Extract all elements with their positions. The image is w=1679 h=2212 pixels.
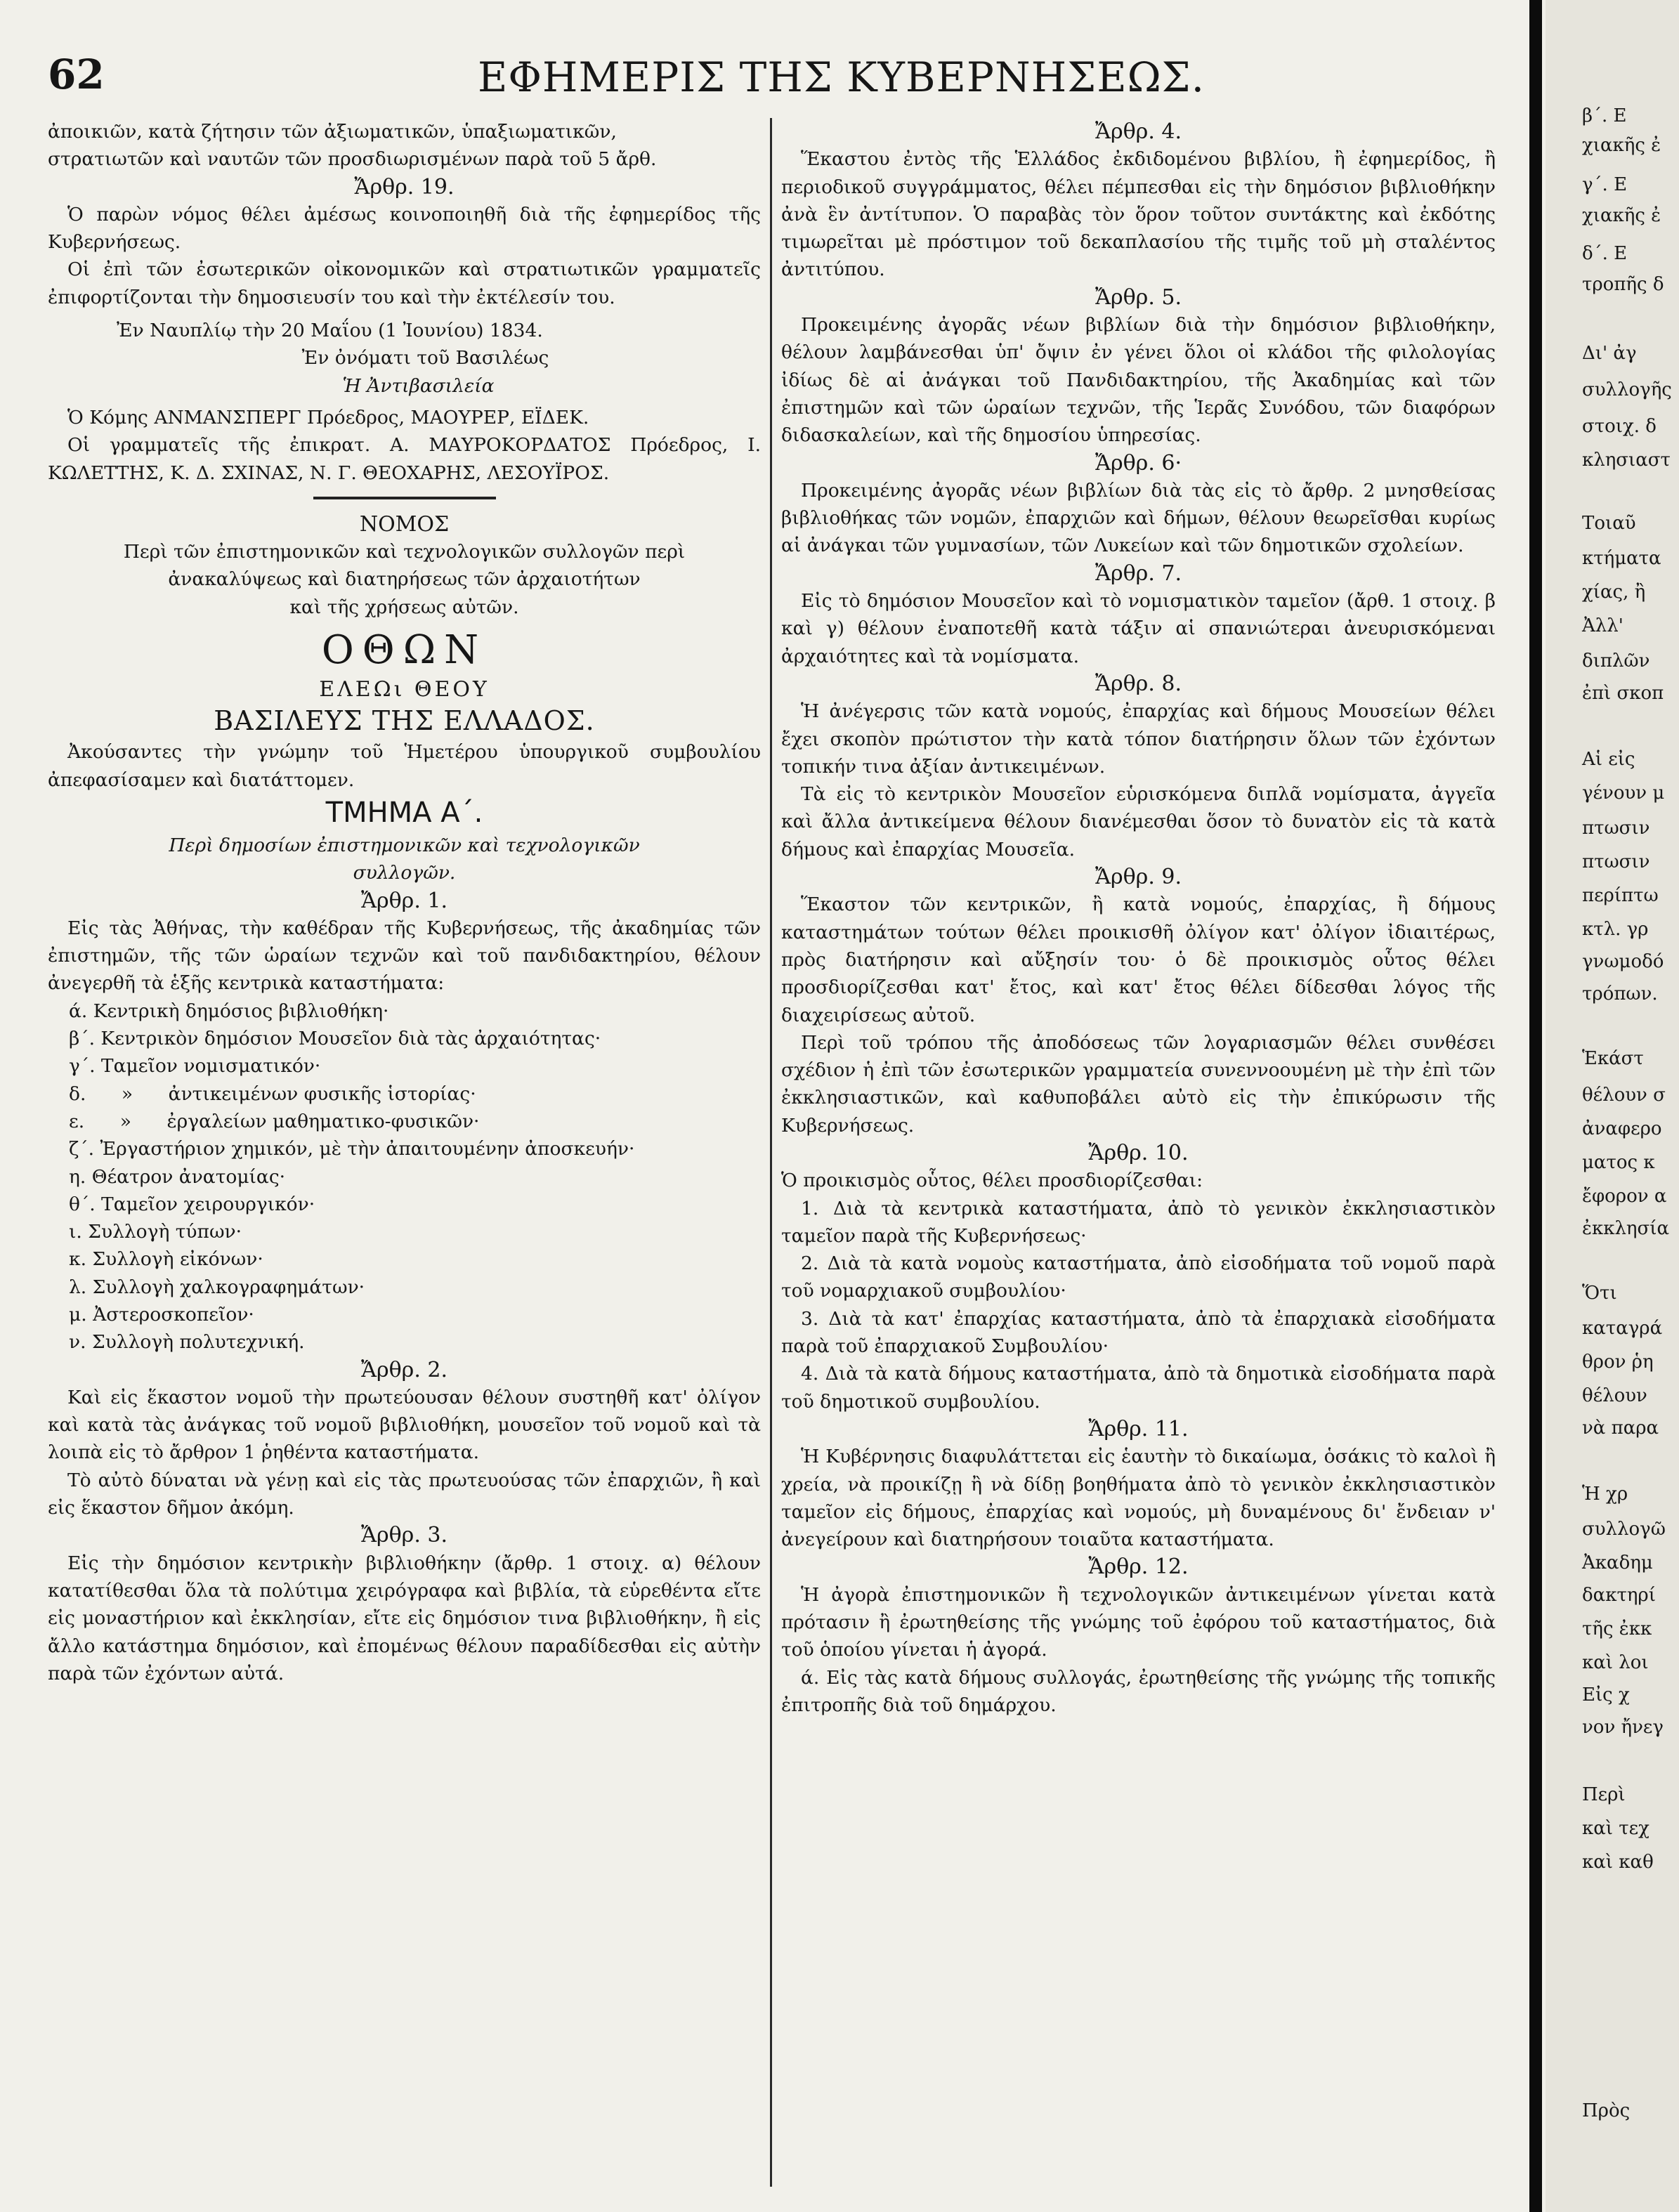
paragraph: Προκειμένης ἀγορᾶς νέων βιβλίων διὰ τὰς εἰς τὸ ἄρθρ. 2 μνησθείσας βιβλιοθήκας τῶν νομῶν, ἐπαρχιῶν καὶ δήμων, θέλουν θεωρεῖσθαι κυρίως αἱ ἀνάγκαι τῶν γυμνασίων, τῶν Λυκείων καὶ τῶν δημοτικῶν σχολείων. [781, 479, 1496, 557]
adjacent-page-fragment: περίπτω [1582, 885, 1659, 906]
separator-rule [313, 497, 496, 499]
paragraph: 2. Διὰ τὰ κατὰ νομοὺς καταστήματα, ἀπὸ εἰσοδήματα τοῦ νομοῦ παρὰ τοῦ νομαρχιακοῦ συμβουλίου· [781, 1252, 1496, 1302]
adjacent-page-fragment: συλλογῆς [1582, 379, 1672, 400]
paragraph: Ὁ προικισμὸς οὗτος, θέλει προσδιορίζεσθαι: [781, 1170, 1203, 1192]
adjacent-page-fragment: τῆς ἐκκ [1582, 1618, 1652, 1640]
page-title: ΕΦΗΜΕΡΙΣ ΤΗΣ ΚΥΒΕΡΝΗΣΕΩΣ. [478, 53, 1206, 101]
adjacent-page-fragment: συλλογῶ [1582, 1519, 1666, 1540]
binding-gutter [1529, 0, 1542, 2212]
adjacent-page-fragment: β΄. Ε [1582, 105, 1627, 126]
adjacent-page-fragment: ἐκκλησία [1582, 1218, 1670, 1239]
paragraph: Οἱ ἐπὶ τῶν ἐσωτερικῶν οἰκονομικῶν καὶ στρατιωτικῶν γραμματεῖς ἐπιφορτίζονται τὴν δημοσιευσίν του καὶ τὴν ἐκτέλεσίν του. [48, 258, 761, 308]
adjacent-page-fragment: καὶ λοι [1582, 1652, 1649, 1673]
paragraph: ά. Εἰς τὰς κατὰ δήμους συλλογάς, ἐρωτηθείσης τῆς γνώμης τῆς τοπικῆς ἐπιτροπῆς διὰ τοῦ δημάρχου. [781, 1666, 1496, 1716]
column-divider [770, 118, 772, 2187]
adjacent-page-fragment: Δι' ἀγ [1582, 343, 1637, 364]
article-heading: Ἄρθρ. 8. [1095, 671, 1182, 696]
adjacent-page-fragment: ἐπὶ σκοπ [1582, 683, 1664, 704]
list-item: κ. Συλλογὴ εἰκόνων· [69, 1248, 263, 1271]
list-item: λ. Συλλογὴ χαλκογραφημάτων· [69, 1276, 365, 1298]
article-heading: Ἄρθρ. 6· [1095, 450, 1182, 476]
list-item: η. Θέατρον ἀνατομίας· [69, 1165, 286, 1188]
adjacent-page-fragment: Τοιαῦ [1582, 513, 1636, 534]
paragraph: Τὰ εἰς τὸ κεντρικὸν Μουσεῖον εὑρισκόμενα διπλᾶ νομίσματα, ἀγγεῖα καὶ ἄλλα ἀντικείμενα θέλουν διανέμεσθαι ὅσον τὸ δυνατὸν εἰς τὰ κατὰ δήμους καὶ ἐπαρχίας Μουσεῖα. [781, 783, 1496, 860]
article-heading: Ἄρθρ. 1. [360, 888, 448, 913]
intro-line: ἀποικιῶν, κατὰ ζήτησιν τῶν ἀξιωματικῶν, ὑπαξιωματικῶν, [48, 121, 617, 143]
institution-list [48, 997, 761, 1356]
section-heading: ΤΜΗΜΑ Α΄. [325, 796, 483, 829]
adjacent-page-fragment: θρον ῥη [1582, 1352, 1654, 1373]
adjacent-page-fragment: Περὶ [1582, 1784, 1626, 1805]
adjacent-page-fragment: Ὅτι [1582, 1283, 1617, 1304]
article-heading: Ἄρθρ. 10. [1088, 1140, 1189, 1165]
article-heading: Ἄρθρ. 9. [1095, 865, 1182, 890]
adjacent-page-fragment: πτωσιν [1582, 851, 1650, 872]
adjacent-page-fragment: ἔφορον α [1582, 1186, 1667, 1207]
adjacent-page-fragment: τρόπων. [1582, 983, 1658, 1004]
article-heading: Ἄρθρ. 3. [360, 1523, 448, 1548]
list-item: ι. Συλλογὴ τύπων· [69, 1221, 242, 1243]
place-date: Ἐν Ναυπλίῳ τὴν 20 Μαΐου (1 Ἰουνίου) 1834. [117, 320, 543, 342]
adjacent-page-fragment: νὰ παρα [1582, 1418, 1659, 1439]
paragraph: Προκειμένης ἀγορᾶς νέων βιβλίων διὰ τὴν δημόσιον βιβλιοθήκην, θέλουν λαμβάνεσθαι ὑπ' ὄψιν ἐν γένει ὅλοι οἱ κλάδοι τῆς φιλολογίας ἰδίως δὲ αἱ ἀνάγκαι τοῦ Πανδιδακτηρίου, τῆς Ἀκαδημίας καὶ τῶν ἐπιστημῶν καὶ τῶν ὡραίων τεχνῶν, τῆς Ἱερᾶς Συνόδου, τῶν διαφόρων διδασκαλείων, καὶ τῆς δημοσίου ὑπηρεσίας. [781, 314, 1496, 447]
section-subtitle: Περὶ δημοσίων ἐπιστημονικῶν καὶ τεχνολογικῶν [169, 834, 640, 856]
article-heading: Ἄρθρ. 12. [1088, 1555, 1189, 1580]
adjacent-page-fragment: Αἱ εἰς [1582, 749, 1635, 770]
law-subtitle: καὶ τῆς χρήσεως αὐτῶν. [289, 596, 519, 618]
intro-line: στρατιωτῶν καὶ ναυτῶν τῶν προσδιωρισμένων παρὰ τοῦ 5 ἄρθ. [48, 148, 657, 171]
adjacent-page-fragment: πτωσιν [1582, 818, 1650, 839]
paragraph: Περὶ τοῦ τρόπου τῆς ἀποδόσεως τῶν λογαριασμῶν θέλει συνθέσει σχέδιον ἡ ἐπὶ τῶν ἐσωτερικῶν γραμματεία συνεννοουμένη μὲ τὴν ἐπὶ τῶν ἐκκλησιαστικῶν, καὶ καθυποβάλει αὐτὸ εἰς τὴν ἐπικύρωσιν τῆς Κυβερνήσεως. [781, 1031, 1496, 1137]
preamble: Ἀκούσαντες τὴν γνώμην τοῦ Ἡμετέρου ὑπουργικοῦ συμβουλίου ἀπεφασίσαμεν καὶ διατάττομεν. [48, 741, 761, 791]
adjacent-page-fragment: Ἡ χρ [1582, 1484, 1628, 1505]
paragraph: Ἕκαστον τῶν κεντρικῶν, ἢ κατὰ νομούς, ἐπαρχίας, ἢ δήμους καταστημάτων τούτων θέλει προικισθῆ ὀλίγον κατ' ὀλίγον ἰδιαιτέρως, πρὸς διατήρησιν καὶ αὔξησίν του· ὁ δὲ προικισμὸς οὗτος θέλει προσδιορίζεσθαι κατ' ἔτος, καὶ κατ' ἔτος θέλει δίδεσθαι λόγος τῆς διαχειρίσεως αὐτοῦ. [781, 894, 1496, 1026]
adjacent-page-fragment: χίας, ἢ [1582, 582, 1646, 603]
adjacent-page-fragment: γένουν μ [1582, 783, 1665, 804]
left-column [48, 118, 761, 1687]
adjacent-page-fragment: κλησιαστ [1582, 450, 1671, 471]
paragraph: 1. Διὰ τὰ κεντρικὰ καταστήματα, ἀπὸ τὸ γενικὸν ἐκκλησιαστικὸν ταμεῖον παρὰ τῆς Κυβερνήσεως· [781, 1197, 1496, 1247]
law-subtitle: Περὶ τῶν ἐπιστημονικῶν καὶ τεχνολογικῶν συλλογῶν περὶ [123, 541, 686, 563]
paragraph: Εἰς τὴν δημόσιον κεντρικὴν βιβλιοθήκην (ἄρθρ. 1 στοιχ. α) θέλουν κατατίθεσθαι ὅλα τὰ πολύτιμα χειρόγραφα καὶ βιβλία, τὰ εὑρεθέντα εἴτε εἰς μοναστήριον καὶ ἐκκλησίαν, εἴτε εἰς δημόσιον τινα βιβλιοθήκην, ἢ εἰς ἄλλο κατάστημα δημόσιον, καὶ ἐπομένως θέλουν παραδίδεσθαι εἰς αὐτὴν παρὰ τῶν ἐχόντων αὐτά. [48, 1552, 761, 1684]
paragraph: Καὶ εἰς ἕκαστον νομοῦ τὴν πρωτεύουσαν θέλουν συστηθῆ κατ' ὀλίγον καὶ κατὰ τὰς ἀνάγκας τοῦ νομοῦ βιβλιοθήκη, μουσεῖον τοῦ νομοῦ καὶ τὰ λοιπὰ εἰς τὸ ἄρθρον 1 ῥηθέντα καταστήματα. [48, 1386, 761, 1464]
adjacent-page-fragment: χιακῆς ἐ [1582, 205, 1661, 226]
article-heading: Ἄρθρ. 19. [354, 174, 455, 199]
in-name-line: Ἐν ὀνόματι τοῦ Βασιλέως [301, 347, 549, 369]
adjacent-page-fragment: καὶ τεχ [1582, 1818, 1649, 1839]
adjacent-page-fragment: Πρὸς [1582, 2100, 1631, 2121]
grace-line: ΕΛΕΩι ΘΕΟΥ [319, 677, 490, 702]
paragraph: Εἰς τὸ δημόσιον Μουσεῖον καὶ τὸ νομισματικὸν ταμεῖον (ἄρθ. 1 στοιχ. β καὶ γ) θέλουν ἐναποτεθῆ κατὰ τάξιν αἱ σπανιώτεραι ἀνευρισκόμεναι ἀρχαιότητες καὶ τὰ νομίσματα. [781, 590, 1496, 667]
article-heading: Ἄρθρ. 4. [1095, 119, 1182, 144]
page-header [42, 51, 1206, 105]
paragraph: Ἡ ἀνέγερσις τῶν κατὰ νομούς, ἐπαρχίας καὶ δήμους Μουσείων θέλει ἔχει σκοπὸν πρώτιστον τὴν κατὰ τόπον διατήρησιν ὅλων τῶν ἐχόντων τοπικήν τινα ἀξίαν ἀντικειμένων. [781, 700, 1496, 778]
page-number: 62 [48, 51, 105, 98]
adjacent-page-edge [1546, 0, 1679, 2212]
adjacent-page-fragment: καὶ καθ [1582, 1852, 1654, 1873]
adjacent-page-fragment: νον ἤνεγ [1582, 1717, 1664, 1738]
adjacent-page-fragment: στοιχ. δ [1582, 416, 1657, 437]
adjacent-page-fragment: Ἑκάστ [1582, 1048, 1644, 1069]
list-item: μ. Ἀστεροσκοπεῖον· [69, 1303, 254, 1326]
article-heading: Ἄρθρ. 11. [1088, 1416, 1189, 1441]
adjacent-page-fragment: θέλουν σ [1582, 1085, 1666, 1106]
article-heading: Ἄρθρ. 5. [1095, 284, 1182, 310]
list-item: ζ΄. Ἐργαστήριον χημικόν, μὲ τὴν ἀπαιτουμένην ἀποσκευήν· [69, 1138, 635, 1160]
adjacent-page-fragment: Εἰς χ [1582, 1684, 1630, 1706]
adjacent-page-fragment: δ΄. Ε [1582, 243, 1628, 264]
paragraph: 3. Διὰ τὰ κατ' ἐπαρχίας καταστήματα, ἀπὸ τὰ ἐπαρχιακὰ εἰσοδήματα παρὰ τοῦ ἐπαρχιακοῦ Συμβουλίου· [781, 1307, 1496, 1358]
paragraph: Τὸ αὐτὸ δύναται νὰ γένῃ καὶ εἰς τὰς πρωτευούσας τῶν ἐπαρχιῶν, ἢ καὶ εἰς ἕκαστον δῆμον ἀκόμη. [48, 1469, 761, 1519]
adjacent-page-fragment: διπλῶν [1582, 650, 1650, 672]
paragraph: Ἡ ἀγορὰ ἐπιστημονικῶν ἢ τεχνολογικῶν ἀντικειμένων γίνεται κατὰ πρότασιν ἢ ἐρωτηθείσης τῆς γνώμης τοῦ ἐφόρου τοῦ καταστήματος, διὰ τοῦ ὁποίου γίνεται ἡ ἀγορά. [781, 1583, 1496, 1661]
signature-line: Ὁ Κόμης ΑΝΜΑΝΣΠΕΡΓ Πρόεδρος, ΜΑΟΥΡΕΡ, ΕΪΔΕΚ. [67, 406, 589, 428]
law-title: ΝΟΜΟΣ [359, 511, 450, 537]
adjacent-page-fragment: κτλ. γρ [1582, 919, 1649, 940]
section-subtitle: συλλογῶν. [353, 862, 456, 884]
list-item: γ΄. Ταμεῖον νομισματικόν· [69, 1055, 321, 1078]
list-item: ν. Συλλογὴ πολυτεχνική. [69, 1331, 305, 1354]
article-heading: Ἄρθρ. 7. [1095, 561, 1182, 586]
adjacent-page-fragment: γνωμοδό [1582, 951, 1664, 972]
regency-line: Ἡ Ἀντιβασιλεία [342, 374, 495, 397]
list-item: θ΄. Ταμεῖον χειρουργικόν· [69, 1193, 315, 1215]
adjacent-page-fragment: ματος κ [1582, 1152, 1655, 1173]
list-item: ά. Κεντρικὴ δημόσιος βιβλιοθήκη· [69, 1000, 389, 1022]
adjacent-page-fragment: γ΄. Ε [1582, 174, 1628, 195]
adjacent-page-fragment: καταγρά [1582, 1318, 1663, 1339]
paragraph: Ἡ Κυβέρνησις διαφυλάττεται εἰς ἑαυτὴν τὸ δικαίωμα, ὁσάκις τὸ καλοὶ ἢ χρεία, νὰ προικίζῃ ἢ νὰ δίδῃ βοηθήματα ἀπὸ τὸ γενικὸν ἐκκλησιαστικὸν ταμεῖον εἰς δήμους, ἐπαρχίας καὶ νομούς, μὴ δυναμένους δι' ἔνδειαν ν' ἀνεγείρουν καὶ διατηρήσουν τοιαῦτα καταστήματα. [781, 1446, 1496, 1551]
adjacent-page-fragment: Ἀλλ' [1582, 615, 1624, 636]
king-title: ΒΑΣΙΛΕΥΣ ΤΗΣ ΕΛΛΑΔΟΣ. [214, 705, 595, 737]
list-item: δ. » ἀντικειμένων φυσικῆς ἱστορίας· [69, 1082, 476, 1105]
adjacent-page-fragment: δακτηρί [1582, 1585, 1656, 1606]
paragraph: Ἕκαστου ἐντὸς τῆς Ἑλλάδος ἐκδιδομένου βιβλίου, ἢ ἐφημερίδος, ἢ περιοδικοῦ συγγράμματος, θέλει πέμπεσθαι εἰς τὴν δημόσιον βιβλιοθήκην ἀνὰ ἓν ἀντίτυπον. Ὁ παραβὰς τὸν ὅρον τοῦτον συντάκτης καὶ ἐκδότης τιμωρεῖται μὲ πρόστιμον τοῦ δεκαπλασίου τῆς τιμῆς τοῦ μὴ σταλέντος ἀντιτύπου. [781, 148, 1496, 281]
signature-line: Οἱ γραμματεῖς τῆς ἐπικρατ. Α. ΜΑΥΡΟΚΟΡΔΑΤΟΣ Πρόεδρος, Ι. ΚΩΛΕΤΤΗΣ, Κ. Δ. ΣΧΙΝΑΣ, Ν. Γ. ΘΕΟΧΑΡΗΣ, ΛΕΣΟΥΪΡΟΣ. [48, 434, 761, 484]
king-name: ΟΘΩΝ [321, 627, 488, 674]
law-subtitle: ἀνακαλύψεως καὶ διατηρήσεως τῶν ἀρχαιοτήτων [168, 568, 641, 591]
list-item: β΄. Κεντρικὸν δημόσιον Μουσεῖον διὰ τὰς ἀρχαιότητας· [69, 1028, 601, 1050]
adjacent-page-fragment: Ἀκαδημ [1582, 1552, 1653, 1573]
adjacent-page-fragment: χιακῆς ἐ [1582, 135, 1661, 156]
list-item: ε. » ἐργαλείων μαθηματικο-φυσικῶν· [69, 1110, 480, 1132]
right-column [781, 118, 1496, 1719]
adjacent-page-fragment: κτήματα [1582, 548, 1661, 569]
paragraph: 4. Διὰ τὰ κατὰ δήμους καταστήματα, ἀπὸ τὰ δημοτικὰ εἰσοδήματα παρὰ τοῦ δημοτικοῦ συμβουλίου. [781, 1363, 1496, 1413]
article-heading: Ἄρθρ. 2. [360, 1357, 448, 1382]
adjacent-page-fragment: ἀναφερο [1582, 1118, 1662, 1139]
paragraph: Εἰς τὰς Ἀθήνας, τὴν καθέδραν τῆς Κυβερνήσεως, τῆς ἀκαδημίας τῶν ἐπιστημῶν, τῆς τῶν ὡραίων τεχνῶν καὶ τοῦ πανδιδακτηρίου, θέλουν ἀνεγερθῆ τὰ ἑξῆς κεντρικὰ καταστήματα: [48, 917, 761, 995]
adjacent-page-fragment: τροπῆς δ [1582, 274, 1664, 295]
paragraph: Ὁ παρὼν νόμος θέλει ἀμέσως κοινοποιηθῆ διὰ τῆς ἐφημερίδος τῆς Κυβερνήσεως. [48, 203, 761, 254]
adjacent-page-fragment: θέλουν [1582, 1385, 1647, 1406]
